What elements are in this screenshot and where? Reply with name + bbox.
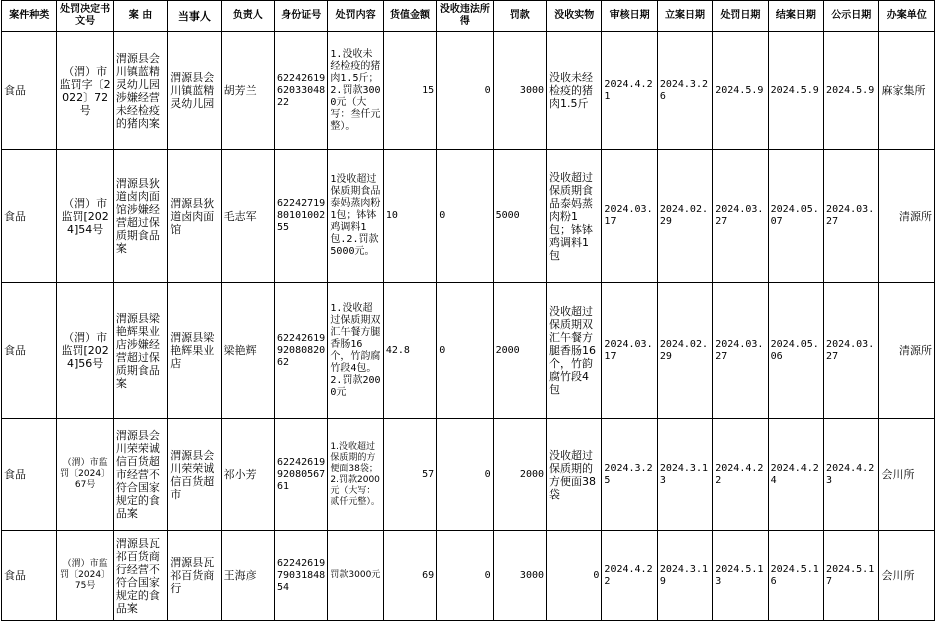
header-penalty: 处罚内容 <box>328 1 383 32</box>
cell-goods-value: 10 <box>383 150 436 283</box>
cell-review-date: 2024.4.21 <box>602 32 657 150</box>
cell-category: 食品 <box>2 32 57 150</box>
cell-party: 渭源县会川镇蓝精灵幼儿园 <box>168 32 221 150</box>
header-review-date: 审核日期 <box>602 1 657 32</box>
cell-publish-date: 2024.4.23 <box>824 419 879 531</box>
cell-fine: 2000 <box>493 419 546 531</box>
cell-unit: 会川所 <box>879 531 935 621</box>
header-filing-date: 立案日期 <box>657 1 712 32</box>
cell-category: 食品 <box>2 419 57 531</box>
cell-responsible: 祁小芳 <box>221 419 274 531</box>
cell-penalty-date: 2024.03.27 <box>713 150 768 283</box>
cell-category: 食品 <box>2 150 57 283</box>
cell-close-date: 2024.4.24 <box>768 419 823 531</box>
table-row <box>2 150 935 283</box>
cell-id-no: 622426199208082062 <box>275 283 328 419</box>
cell-penalty: 1.没收未经检疫的猪肉1.5斤；2.罚款3000元（大写：叁仟元整）。 <box>328 32 383 150</box>
cell-fine: 5000 <box>493 150 546 283</box>
table-row <box>2 419 935 531</box>
cell-publish-date: 2024.03.27 <box>824 150 879 283</box>
cell-confiscated: 没收超过保质期双汇午餐方腿香肠16个，竹韵腐竹段4包 <box>547 283 602 419</box>
cell-filing-date: 2024.3.26 <box>657 32 712 150</box>
cell-responsible: 毛志军 <box>221 150 274 283</box>
cell-id-no: 622426199208056761 <box>275 419 328 531</box>
penalty-table <box>1 0 935 621</box>
cell-responsible: 胡芳兰 <box>221 32 274 150</box>
cell-close-date: 2024.05.06 <box>768 283 823 419</box>
cell-doc-no: （渭）市监罚[2024]54号 <box>57 150 113 283</box>
cell-confiscated: 没收超过保质期食品泰妈蒸肉粉1包；钵钵鸡调料1包 <box>547 150 602 283</box>
cell-penalty: 1没收超过保质期食品泰妈蒸肉粉1包；钵钵鸡调料1包.2.罚款5000元。 <box>328 150 383 283</box>
header-doc-no: 处罚决定书文号 <box>57 1 113 32</box>
cell-id-no: 622426196203304822 <box>275 32 328 150</box>
cell-doc-no: （渭）市监罚[2024]56号 <box>57 283 113 419</box>
cell-fine: 3000 <box>493 32 546 150</box>
cell-close-date: 2024.5.16 <box>768 531 823 621</box>
header-goods-value: 货值金额 <box>383 1 436 32</box>
header-fine: 罚款 <box>493 1 546 32</box>
cell-id-no: 622427198010100255 <box>275 150 328 283</box>
cell-filing-date: 2024.3.19 <box>657 531 712 621</box>
header-unit: 办案单位 <box>879 1 935 32</box>
cell-penalty-date: 2024.5.13 <box>713 531 768 621</box>
cell-confiscated: 没收超过保质期的方便面38袋 <box>547 419 602 531</box>
cell-review-date: 2024.03.17 <box>602 283 657 419</box>
cell-close-date: 2024.5.9 <box>768 32 823 150</box>
header-responsible: 负责人 <box>221 1 274 32</box>
cell-confiscated: 0 <box>547 531 602 621</box>
cell-doc-no: （渭）市监罚〔2024〕67号 <box>57 419 113 531</box>
header-penalty-date: 处罚日期 <box>713 1 768 32</box>
cell-illegal-gain: 0 <box>437 531 493 621</box>
cell-publish-date: 2024.5.17 <box>824 531 879 621</box>
cell-goods-value: 69 <box>383 531 436 621</box>
cell-party: 渭源县梁艳辉果业店 <box>168 283 221 419</box>
cell-close-date: 2024.05.07 <box>768 150 823 283</box>
cell-goods-value: 15 <box>383 32 436 150</box>
cell-penalty: 1.没收超过保质期的方便面38袋；2.罚款2000元（大写：贰仟元整）。 <box>328 419 383 531</box>
table-row <box>2 531 935 621</box>
cell-unit: 清源所 <box>879 150 935 283</box>
table-header-row <box>2 1 935 32</box>
cell-party: 渭源县狄道卤肉面馆 <box>168 150 221 283</box>
cell-case-reason: 渭源县梁艳辉果业店涉嫌经营超过保质期食品案 <box>113 283 167 419</box>
cell-illegal-gain: 0 <box>437 32 493 150</box>
cell-fine: 3000 <box>493 531 546 621</box>
cell-confiscated: 没收未经检疫的猪肉1.5斤 <box>547 32 602 150</box>
cell-id-no: 622426197903184854 <box>275 531 328 621</box>
cell-case-reason: 渭源县狄道卤肉面馆涉嫌经营超过保质期食品案 <box>113 150 167 283</box>
cell-category: 食品 <box>2 283 57 419</box>
header-close-date: 结案日期 <box>768 1 823 32</box>
table-row <box>2 283 935 419</box>
cell-goods-value: 42.8 <box>383 283 436 419</box>
cell-unit: 会川所 <box>879 419 935 531</box>
cell-review-date: 2024.3.25 <box>602 419 657 531</box>
cell-party: 渭源县会川荣荣诚信百货超市 <box>168 419 221 531</box>
cell-goods-value: 57 <box>383 419 436 531</box>
cell-publish-date: 2024.5.9 <box>824 32 879 150</box>
cell-responsible: 梁艳辉 <box>221 283 274 419</box>
header-category: 案件种类 <box>2 1 57 32</box>
header-party: 当事人 <box>168 1 221 32</box>
cell-penalty-date: 2024.4.22 <box>713 419 768 531</box>
cell-case-reason: 渭源县会川镇蓝精灵幼儿园涉嫌经营未经检疫的猪肉案 <box>113 32 167 150</box>
cell-doc-no: （渭）市监罚字〔2022〕72号 <box>57 32 113 150</box>
cell-illegal-gain: 0 <box>437 150 493 283</box>
cell-review-date: 2024.03.17 <box>602 150 657 283</box>
cell-case-reason: 渭源县会川荣荣诚信百货超市经营不符合国家规定的食品案 <box>113 419 167 531</box>
cell-filing-date: 2024.02.29 <box>657 283 712 419</box>
cell-category: 食品 <box>2 531 57 621</box>
cell-publish-date: 2024.03.27 <box>824 283 879 419</box>
cell-penalty-date: 2024.03.27 <box>713 283 768 419</box>
cell-illegal-gain: 0 <box>437 283 493 419</box>
cell-doc-no: （渭）市监罚〔2024〕75号 <box>57 531 113 621</box>
header-confiscated: 没收实物 <box>547 1 602 32</box>
cell-filing-date: 2024.3.13 <box>657 419 712 531</box>
cell-fine: 2000 <box>493 283 546 419</box>
cell-penalty: 罚款3000元 <box>328 531 383 621</box>
cell-party: 渭源县瓦祁百货商行 <box>168 531 221 621</box>
table-row <box>2 32 935 150</box>
header-case-reason: 案 由 <box>113 1 167 32</box>
cell-penalty: 1.没收超过保质期双汇午餐方腿香肠16个，竹韵腐竹段4包。2.罚款2000元 <box>328 283 383 419</box>
cell-illegal-gain: 0 <box>437 419 493 531</box>
header-id-no: 身份证号 <box>275 1 328 32</box>
cell-case-reason: 渭源县瓦祁百货商行经营不符合国家规定的食品案 <box>113 531 167 621</box>
cell-unit: 麻家集所 <box>879 32 935 150</box>
header-illegal-gain: 没收违法所得 <box>437 1 493 32</box>
cell-responsible: 王海彦 <box>221 531 274 621</box>
cell-filing-date: 2024.02.29 <box>657 150 712 283</box>
cell-penalty-date: 2024.5.9 <box>713 32 768 150</box>
header-publish-date: 公示日期 <box>824 1 879 32</box>
cell-unit: 清源所 <box>879 283 935 419</box>
cell-review-date: 2024.4.22 <box>602 531 657 621</box>
